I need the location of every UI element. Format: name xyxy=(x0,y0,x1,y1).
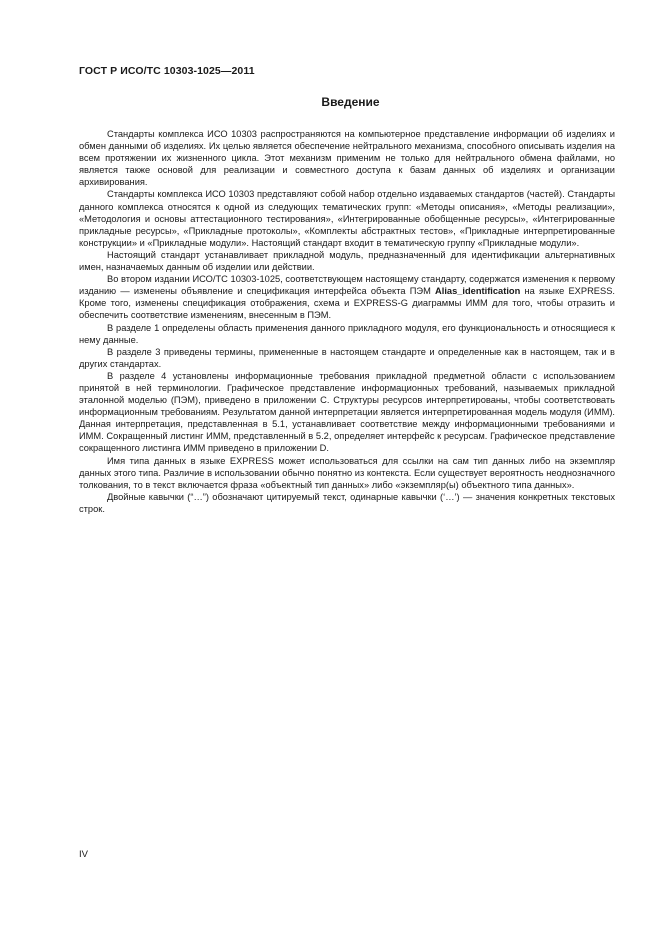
paragraph: В разделе 1 определены область применения данного прикладного модуля, его функциональность и относящиеся к нему данные. xyxy=(79,322,615,345)
paragraph: В разделе 4 установлены информационные требования прикладной предметной области с использованием принятой в ней терминологии. Графическое представление информационных требований, называемых прикладной эталонной моделью (ПЭМ), приведено в приложении C. Структуры ресурсов интерпретированы, чтобы соответствовать информационным требованиям. Результатом данной интерпретации является интерпретированная модель модуля (ИММ). Данная интерпретация, представленная в 5.1, устанавливает соответствие между информационными требованиями и ИММ. Сокращенный листинг ИММ, представленный в 5.2, определяет интерфейс к ресурсам. Графическое представление сокращенного листинга ИММ приведено в приложении D. xyxy=(79,370,615,454)
page-number: IV xyxy=(79,849,88,860)
section-title: Введение xyxy=(321,95,380,109)
body-text xyxy=(79,128,615,515)
paragraph: Двойные кавычки (“…”) обозначают цитируемый текст, одинарные кавычки (‘…’) — значения конкретных текстовых строк. xyxy=(79,491,615,514)
paragraph: В разделе 3 приведены термины, примененные в настоящем стандарте и определенные как в настоящем, так и в других стандартах. xyxy=(79,346,615,369)
entity-name: Alias_identification xyxy=(435,286,521,297)
paragraph: Настоящий стандарт устанавливает прикладной модуль, предназначенный для идентификации альтернативных имен, назначаемых данным об изделии или действии. xyxy=(79,249,615,273)
paragraph xyxy=(79,273,615,321)
paragraph: Стандарты комплекса ИСО 10303 представляют собой набор отдельно издаваемых стандартов (частей). Стандарты данного комплекса относятся к одной из следующих тематических групп: «Методы описания», «Методы реализации», «Методология и основы аттестационного тестирования», «Интегрированные обобщенные ресурсы», «Интегрированные прикладные ресурсы», «Прикладные протоколы», «Комплекты абстрактных тестов», «Прикладные интерпретированные конструкции» и «Прикладные модули». Настоящий стандарт входит в тематическую группу «Прикладные модули». xyxy=(79,189,615,248)
paragraph: Стандарты комплекса ИСО 10303 распространяются на компьютерное представление информации об изделиях и обмен данными об изделиях. Их целью является обеспечение нейтрального механизма, способного описывать изделия на всем протяжении их жизненного цикла. Этот механизм применим не только для нейтрального обмена файлами, но является также основой для реализации и совместного доступа к базам данных об изделиях и организации архивирования. xyxy=(79,129,615,188)
paragraph-text: на языке EXPRESS. Кроме того, изменены спецификация отображения, схема и EXPRESS-G диаграммы ИММ для того, чтобы отразить и обеспечить соответствие изменениям, внесенным в ПЭМ. xyxy=(79,286,615,321)
document-header: ГОСТ Р ИСО/ТС 10303-1025—2011 xyxy=(79,65,255,77)
paragraph-text: Во втором издании ИСО/ТС 10303-1025, соответствующем настоящему стандарту, содержатся изменения к первому изданию — изменены объявление и спецификация интерфейса объекта ПЭМ xyxy=(79,274,615,297)
paragraph: Имя типа данных в языке EXPRESS может использоваться для ссылки на сам тип данных либо на экземпляр данных этого типа. Различие в использовании обычно понятно из контекста. Если существует вероятность неоднозначного толкования, то в текст включается фраза «объектный тип данных» либо «экземпляр(ы) объектного типа данных». xyxy=(79,455,615,490)
